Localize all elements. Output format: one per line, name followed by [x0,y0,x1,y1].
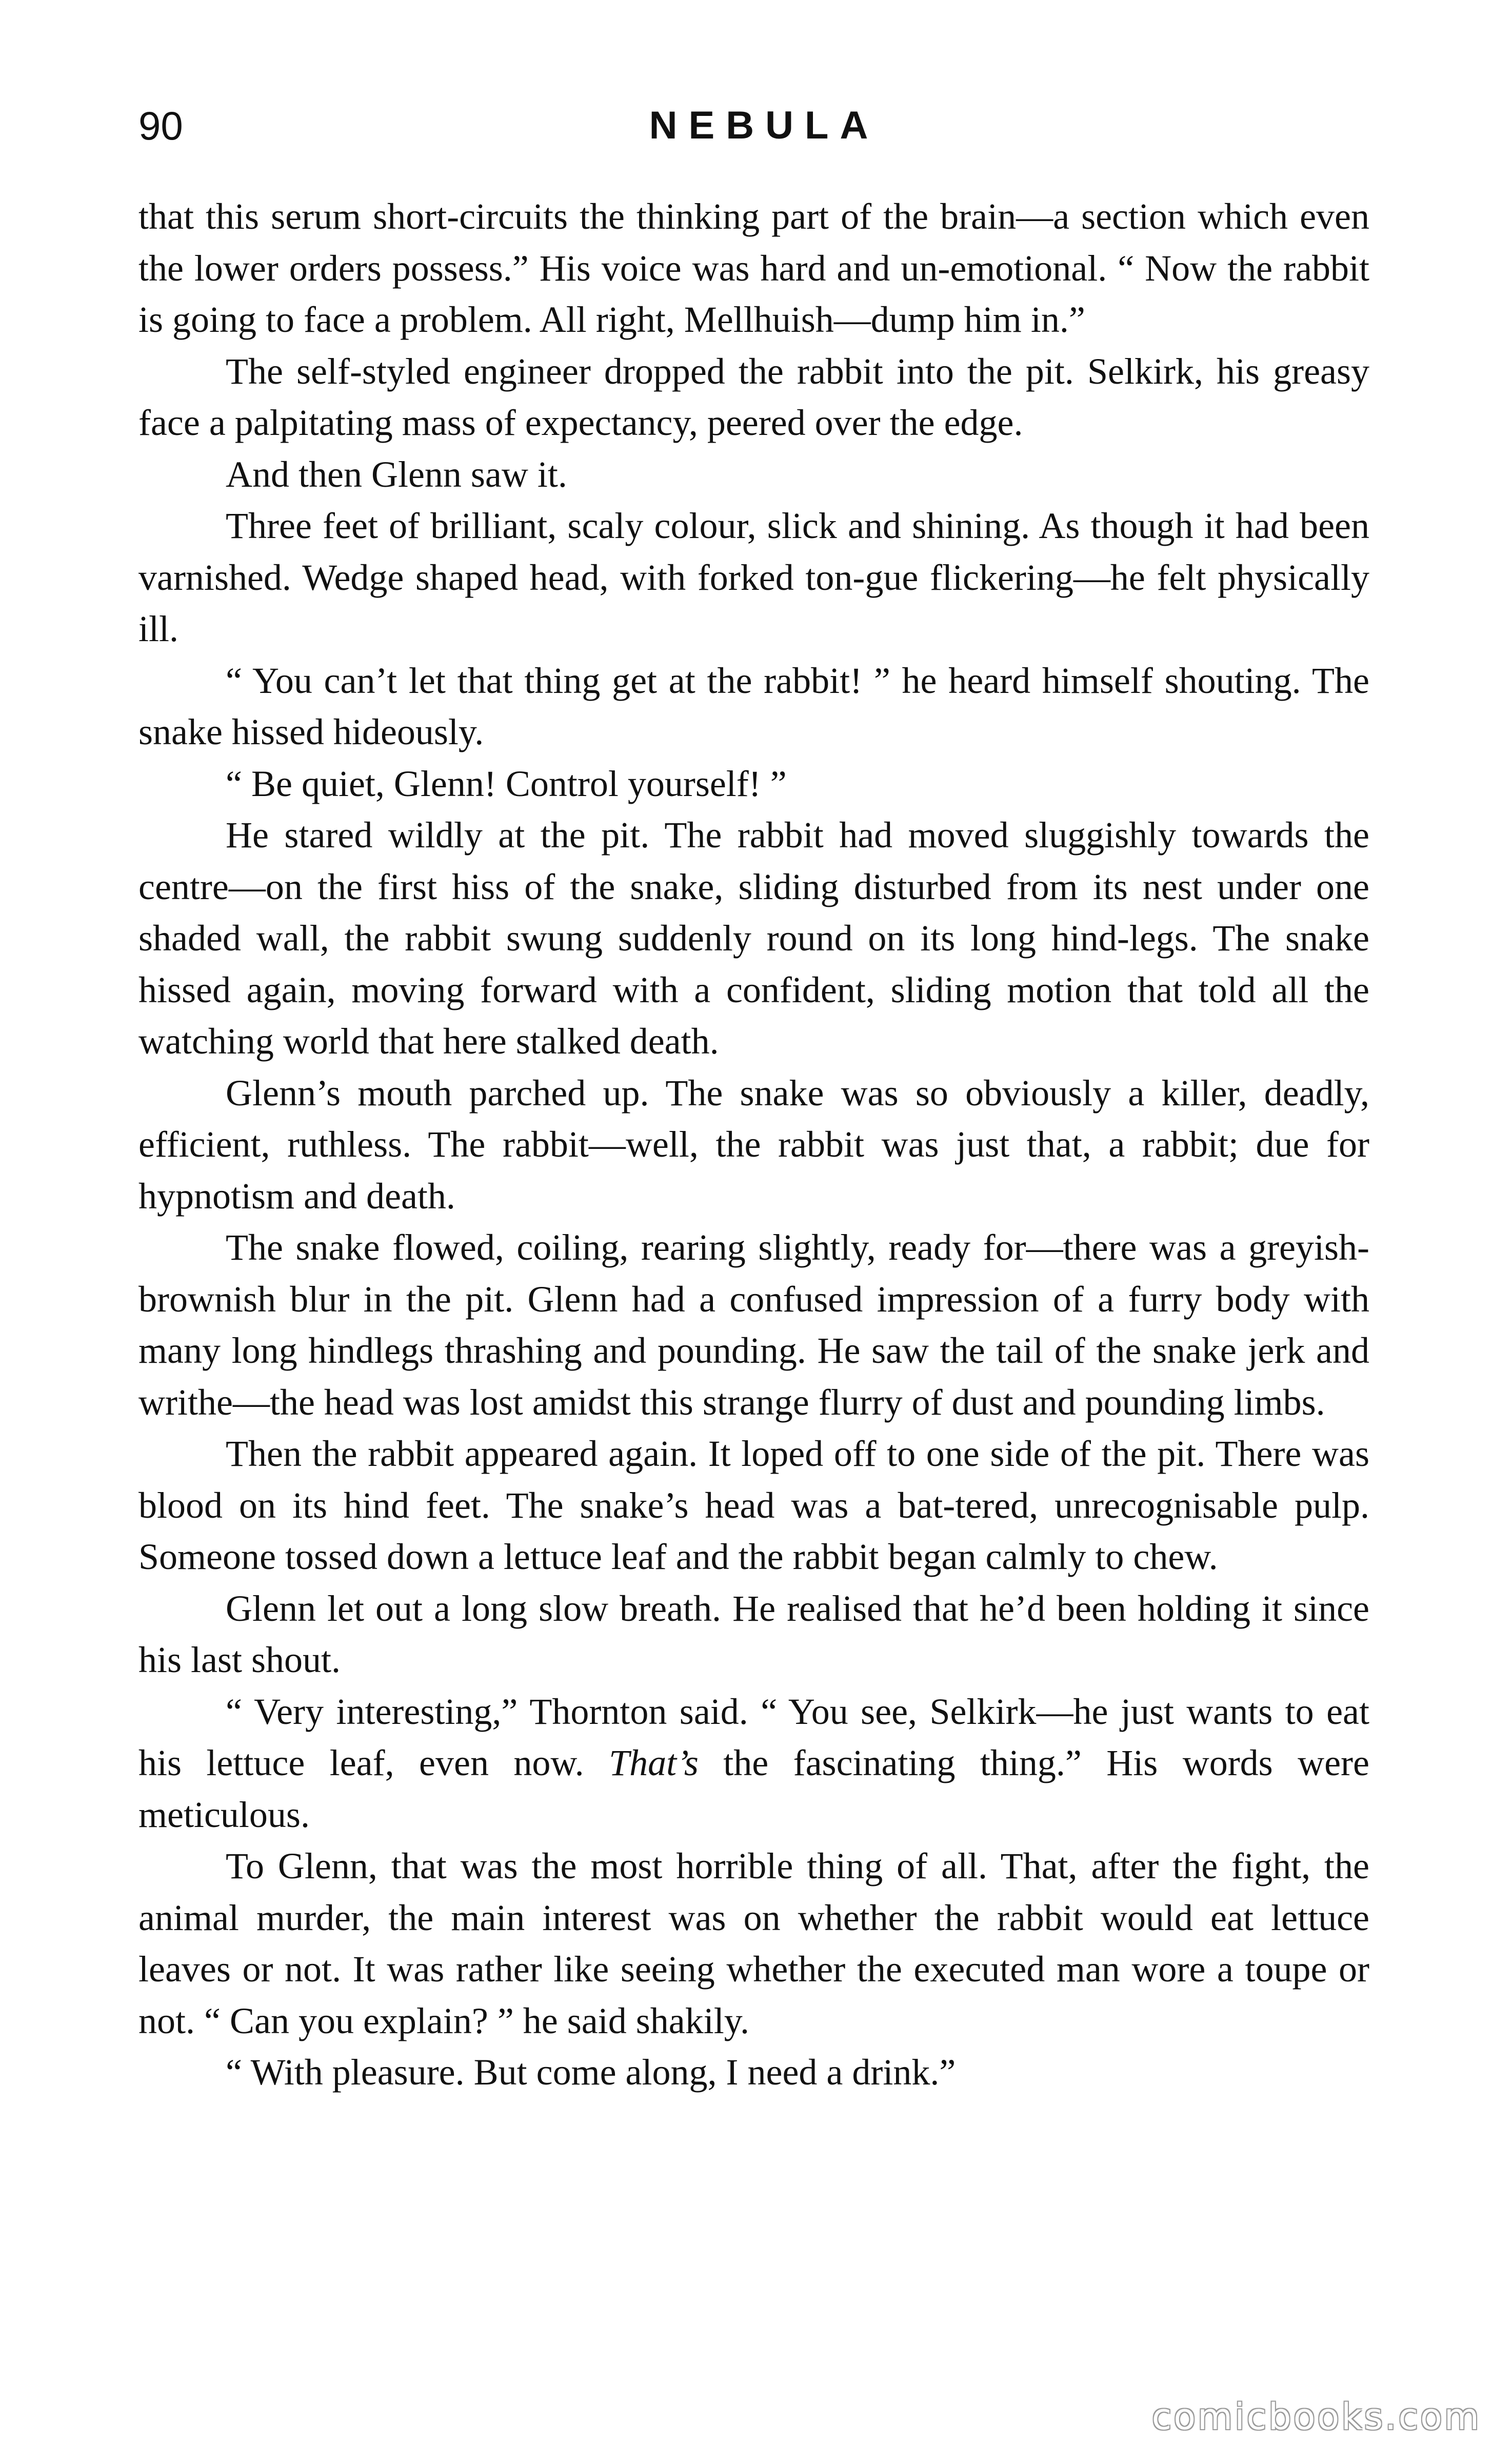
paragraph: To Glenn, that was the most horrible thing of all. That, after the fight, the animal murder, the main interest was on whether the rabbit would eat lettuce leaves or not. It was rather like seeing whether the executed man wore a toupe or not. “ Can you explain? ” he said shakily. [138,1845,1369,2041]
watermark: comicbooks.com [1151,2396,1481,2438]
running-title: NEBULA [649,104,880,147]
paragraph: that this serum short-circuits the thinking part of the brain—a section which even the lower orders possess.” His voice was hard and un-emotional. “ Now the rabbit is going to face a problem. All right, Mellhuish—dump him in.” [138,196,1369,340]
body-text [138,191,1369,2098]
emphasis-text: That’s [609,1742,699,1783]
paragraph: “ With pleasure. But come along, I need a drink.” [226,2052,956,2093]
paragraph: “ Be quiet, Glenn! Control yourself! ” [226,763,787,804]
text-run: the fascinating thing.” His words were meticulous. [138,1742,1369,1835]
paragraph: “ You can’t let that thing get at the rabbit! ” he heard himself shouting. The snake hissed hideously. [138,660,1369,752]
paragraph: Glenn’s mouth parched up. The snake was so obviously a killer, deadly, efficient, ruthless. The rabbit—well, the rabbit was just that, a rabbit; due for hypnotism and death. [138,1072,1369,1217]
page-number: 90 [138,103,183,148]
paragraph: He stared wildly at the pit. The rabbit had moved sluggishly towards the centre—on the first hiss of the snake, sliding disturbed from its nest under one shaded wall, the rabbit swung suddenly round on its long hind-legs. The snake hissed again, moving forward with a confident, sliding motion that told all the watching world that here stalked death. [138,815,1369,1062]
running-header [138,97,1390,169]
paragraph: And then Glenn saw it. [226,453,567,495]
paragraph [138,1686,1369,1841]
paragraph: Then the rabbit appeared again. It loped off to one side of the pit. There was blood on its hind feet. The snake’s head was a bat-tered, unrecognisable pulp. Someone tossed down a lettuce leaf and the rabbit began calmly to chew. [138,1433,1369,1577]
text-run: “ Very interesting,” Thornton said. “ You see, Selkirk—he just wants to eat his lettuce leaf, even now. [138,1691,1369,1783]
paragraph: The self-styled engineer dropped the rabbit into the pit. Selkirk, his greasy face a palpitating mass of expectancy, peered over the edge. [138,350,1369,443]
paragraph: Glenn let out a long slow breath. He realised that he’d been holding it since his last shout. [138,1587,1369,1680]
paragraph: The snake flowed, coiling, rearing slightly, ready for—there was a greyish-brownish blur in the pit. Glenn had a confused impression of a furry body with many long hindlegs thrashing and pounding. He saw the tail of the snake jerk and writhe—the head was lost amidst this strange flurry of dust and pounding limbs. [138,1227,1369,1423]
paragraph: Three feet of brilliant, scaly colour, slick and shining. As though it had been varnished. Wedge shaped head, with forked ton-gue flickering—he felt physically ill. [138,505,1369,649]
